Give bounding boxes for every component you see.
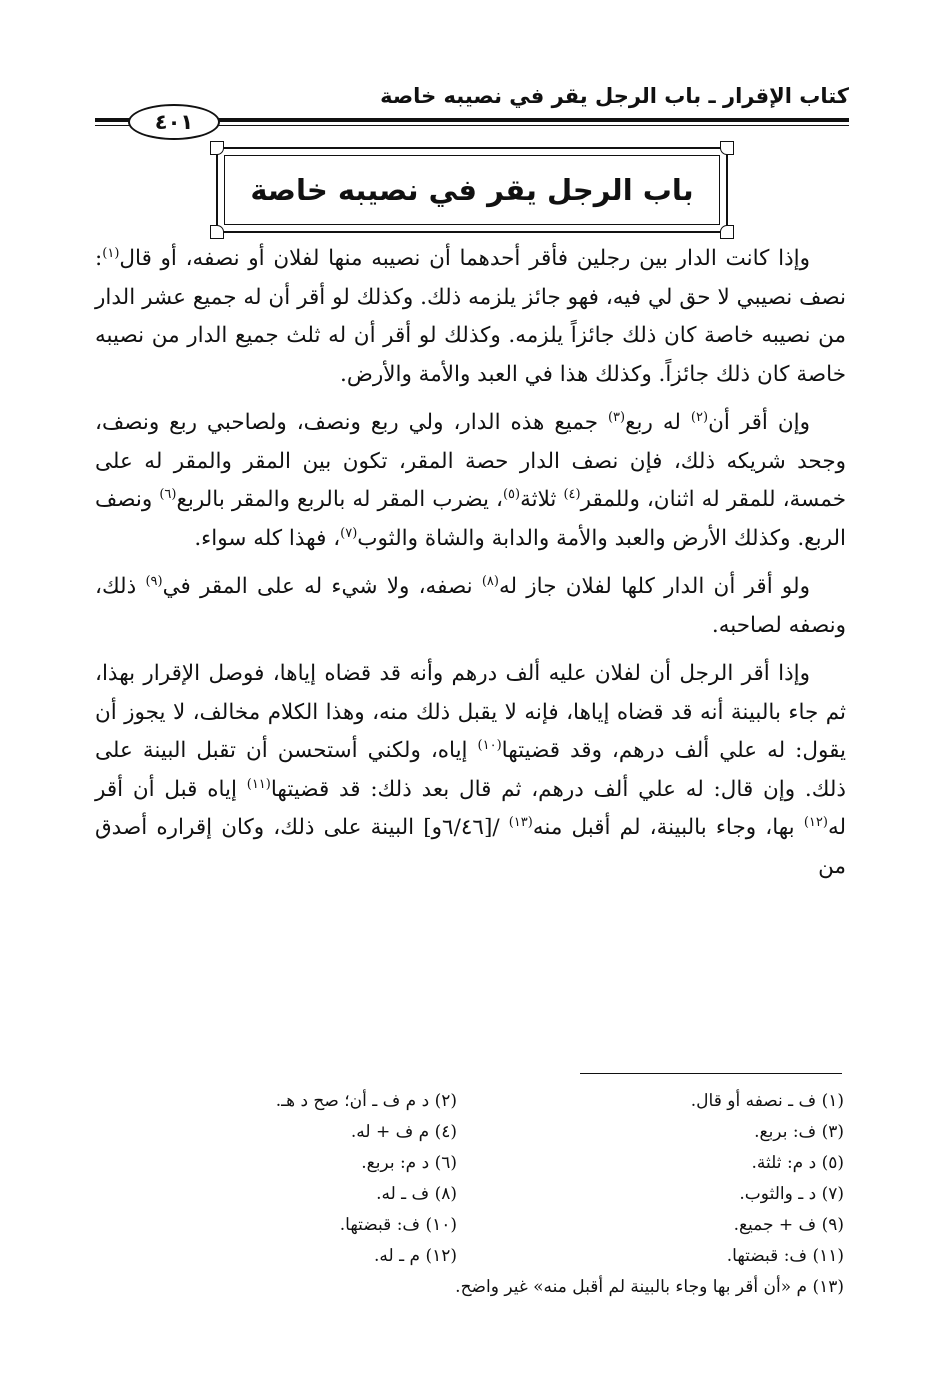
footnote-3: (٣) ف: بربع.: [754, 1122, 844, 1142]
footnote-11: (١١) ف: قبضتها.: [726, 1246, 844, 1266]
footnote-2: (٢) د م ف ـ أن؛ صح د هـ.: [275, 1091, 457, 1111]
frame-corner-ornament: [720, 225, 734, 239]
footnote-5: (٥) د م: ثلثة.: [751, 1153, 844, 1173]
footnote-separator: [580, 1073, 842, 1074]
footnote-marker: (٩): [145, 573, 163, 589]
body-text: [95, 240, 846, 896]
footnote-marker: (٢): [690, 409, 709, 425]
footnotes: [100, 1086, 844, 1303]
paragraph-3: ولو أقر أن الدار كلها لفلان جاز له$^{(٨)}$ نصفه، ولا شيء له على المقر في$^{(٩)}$ ذلك، ونصفه لصاحبه.: [95, 573, 846, 638]
footnote-marker: (٤): [563, 486, 581, 502]
frame-corner-ornament: [210, 141, 224, 155]
frame-corner-ornament: [210, 225, 224, 239]
footnote-marker: (١٠): [477, 737, 502, 753]
footnote-6: (٦) د م: بربع.: [361, 1153, 457, 1173]
footnote-7: (٧) د ـ والثوب.: [739, 1184, 844, 1204]
footnote-1: (١) ف ـ نصفه أو قال.: [690, 1091, 844, 1111]
chapter-title: باب الرجل يقر في نصيبه خاصة: [250, 173, 694, 207]
chapter-heading-inner: [224, 155, 720, 225]
paragraph-1: وإذا كانت الدار بين رجلين فأقر أحدهما أن نصيبه منها لفلان أو نصفه، أو قال$^{(١)}$: نصف نصيبي لا حق لي فيه، فهو جائز يلزمه ذلك. وكذلك لو أقر أن له جميع عشر الدار من نصيبه خاصة كان ذلك جائزاً يلزمه. وكذلك لو أقر أن له ثلث جميع الدار من نصيبه خاصة كان ذلك جائزاً. وكذلك هذا في العبد والأمة والأرض.: [95, 245, 846, 387]
running-title: كتاب الإقرار ـ باب الرجل يقر في نصيبه خاصة: [380, 84, 849, 108]
footnote-4: (٤) م ف + له.: [350, 1122, 457, 1142]
footnote-12: (١٢) م ـ له.: [374, 1246, 457, 1266]
footnote-marker: (١٢): [803, 814, 828, 830]
footnote-marker: (١١): [246, 776, 271, 792]
footnote-13: (١٣) م «أن أقر بها وجاء بالبينة لم أقبل منه» غير واضح.: [455, 1277, 844, 1297]
paragraph-2: وإن أقر أن$^{(٢)}$ له ربع$^{(٣)}$ جميع هذه الدار، ولي ربع ونصف، ولصاحبي ربع ونصف، وجحد شريكه ذلك، فإن نصف الدار حصة المقر، تكون بين المقر والمقر له على خمسة، للمقر له اثنان، وللمقر$^{(٤)}$ ثلاثة$^{(٥)}$، يضرب المقر له بالربع والمقر بالربع$^{(٦)}$ ونصف الربع. وكذلك الأرض والعبد والأمة والدابة والشاة والثوب$^{(٧)}$، فهذا كله سواء.: [95, 409, 846, 551]
footnote-10: (١٠) ف: قبضتها.: [339, 1215, 457, 1235]
footnote-marker: (٦): [159, 486, 177, 502]
page-number: ٤٠١: [128, 104, 220, 140]
footnote-marker: (٨): [481, 573, 499, 589]
footnote-marker: (١٣): [508, 814, 533, 830]
footnote-marker: (٣): [607, 409, 626, 425]
footnote-9: (٩) ف + جميع.: [733, 1215, 844, 1235]
footnote-marker: (٥): [502, 486, 521, 502]
chapter-heading-frame: [216, 147, 728, 233]
frame-corner-ornament: [720, 141, 734, 155]
footnote-marker: (٧): [340, 525, 358, 541]
paragraph-4: وإذا أقر الرجل أن لفلان عليه ألف درهم وأنه قد قضاه إياها، فوصل الإقرار بهذا، ثم جاء بالبينة أنه قد قضاه إياها، فإنه لا يقبل ذلك منه، وهذا الكلام مخالف، لا يجوز أن يقول: له علي ألف درهم، وقد قضيتها$^{(١٠)}$ إياه، ولكني أستحسن أن تقبل البينة على ذلك. وإن قال: له علي ألف درهم، ثم قال بعد ذلك: قد قضيتها$^{(١١)}$ إياه قبل أن أقر له$^{(١٢)}$ بها، وجاء بالبينة، لم أقبل منه$^{(١٣)}$ /[٦/٤٦و] البينة على ذلك، وكان إقراره أصدق من: [95, 661, 847, 879]
footnote-marker: (١): [102, 245, 120, 261]
footnote-8: (٨) ف ـ له.: [376, 1184, 457, 1204]
